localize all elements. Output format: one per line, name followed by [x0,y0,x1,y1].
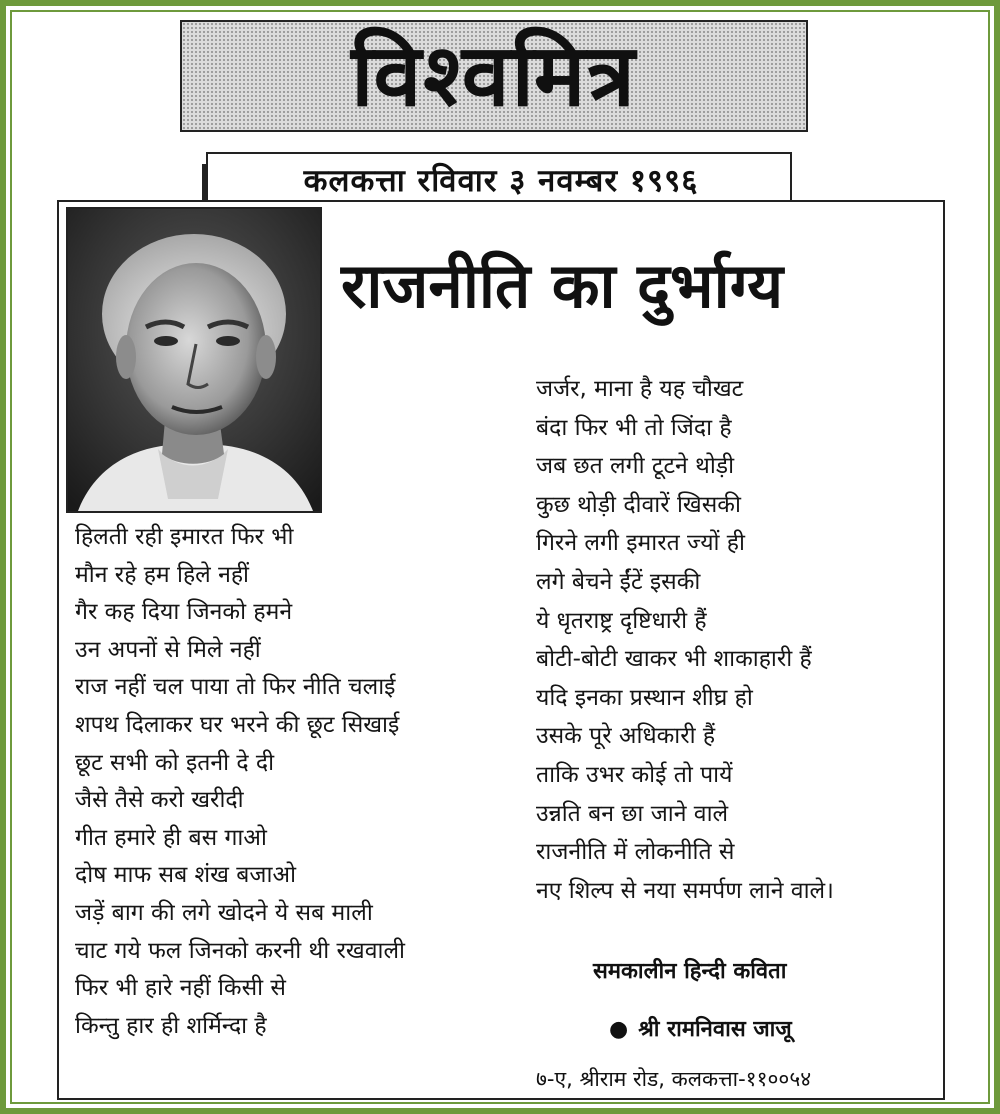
poem-line: किन्तु हार ही शर्मिन्दा है [75,1012,267,1039]
poem-line: बोटी-बोटी खाकर भी शाकाहारी हैं [536,646,812,673]
poem-line: जैसे तैसे करो खरीदी [75,787,244,814]
poem-line: जर्जर, माना है यह चौखट [536,376,744,402]
poem-line: फिर भी हारे नहीं किसी से [75,975,286,1002]
masthead-title-box [180,20,808,132]
poem-line: उसके पूरे अधिकारी हैं [536,723,716,750]
portrait-illustration [68,209,320,511]
bullet-icon: ● [609,1017,629,1042]
poem-line: ये धृतराष्ट्र दृष्टिधारी हैं [536,607,707,634]
poem-line: गैर कह दिया जिनको हमने [75,599,293,626]
article [57,200,945,1100]
poem-line: दोष माफ सब शंख बजाओ [75,862,296,889]
masthead [180,20,808,200]
poem-line: ताकि उभर कोई तो पायें [536,761,733,788]
poem-line: मौन रहे हम हिले नहीं [75,561,250,588]
poem-line: उन अपनों से मिले नहीं [75,636,261,663]
headline: राजनीति का दुर्भाग्य [341,249,784,322]
series-label: समकालीन हिन्दी कविता [593,959,787,984]
author-byline [609,1012,1000,1048]
poem-line: यदि इनका प्रस्थान शीघ्र हो [536,684,753,711]
poem-line: गिरने लगी इमारत ज्यों ही [536,530,745,557]
poem-line: उन्नति बन छा जाने वाले [536,800,729,827]
poem-line: शपथ दिलाकर घर भरने की छूट सिखाई [75,711,400,738]
author-name: श्री रामनिवास जाजू [638,1017,792,1042]
poem-line: जड़ें बाग की लगे खोदने ये सब माली [75,899,373,926]
poem-line: बंदा फिर भी तो जिंदा है [536,414,732,441]
author-address: ७-ए, श्रीराम रोड, कलकत्ता-११००५४ [536,1067,812,1091]
poem-left-column [75,519,505,1045]
poem-right-column [536,370,936,910]
poem-line: चाट गये फल जिनको करनी थी रखवाली [75,937,406,964]
poem-line: छूट सभी को इतनी दे दी [75,749,275,776]
poem-line: गीत हमारे ही बस गाओ [75,824,267,851]
poem-line: कुछ थोड़ी दीवारें खिसकी [536,491,741,518]
poem-line: हिलती रही इमारत फिर भी [75,524,294,550]
poem-line: राजनीति में लोकनीति से [536,839,735,866]
poem-line: जब छत लगी टूटने थोड़ी [536,453,735,480]
poem-line: लगे बेचने ईंटें इसकी [536,568,701,595]
newspaper-name: विश्वमित्र [351,26,637,126]
dateline: कलकत्ता रविवार ३ नवम्बर १९९६ [303,163,699,199]
poem-line: राज नहीं चल पाया तो फिर नीति चलाई [75,674,396,701]
poem-line: नए शिल्प से नया समर्पण लाने वाले। [536,877,834,904]
author-portrait-icon [66,207,322,513]
